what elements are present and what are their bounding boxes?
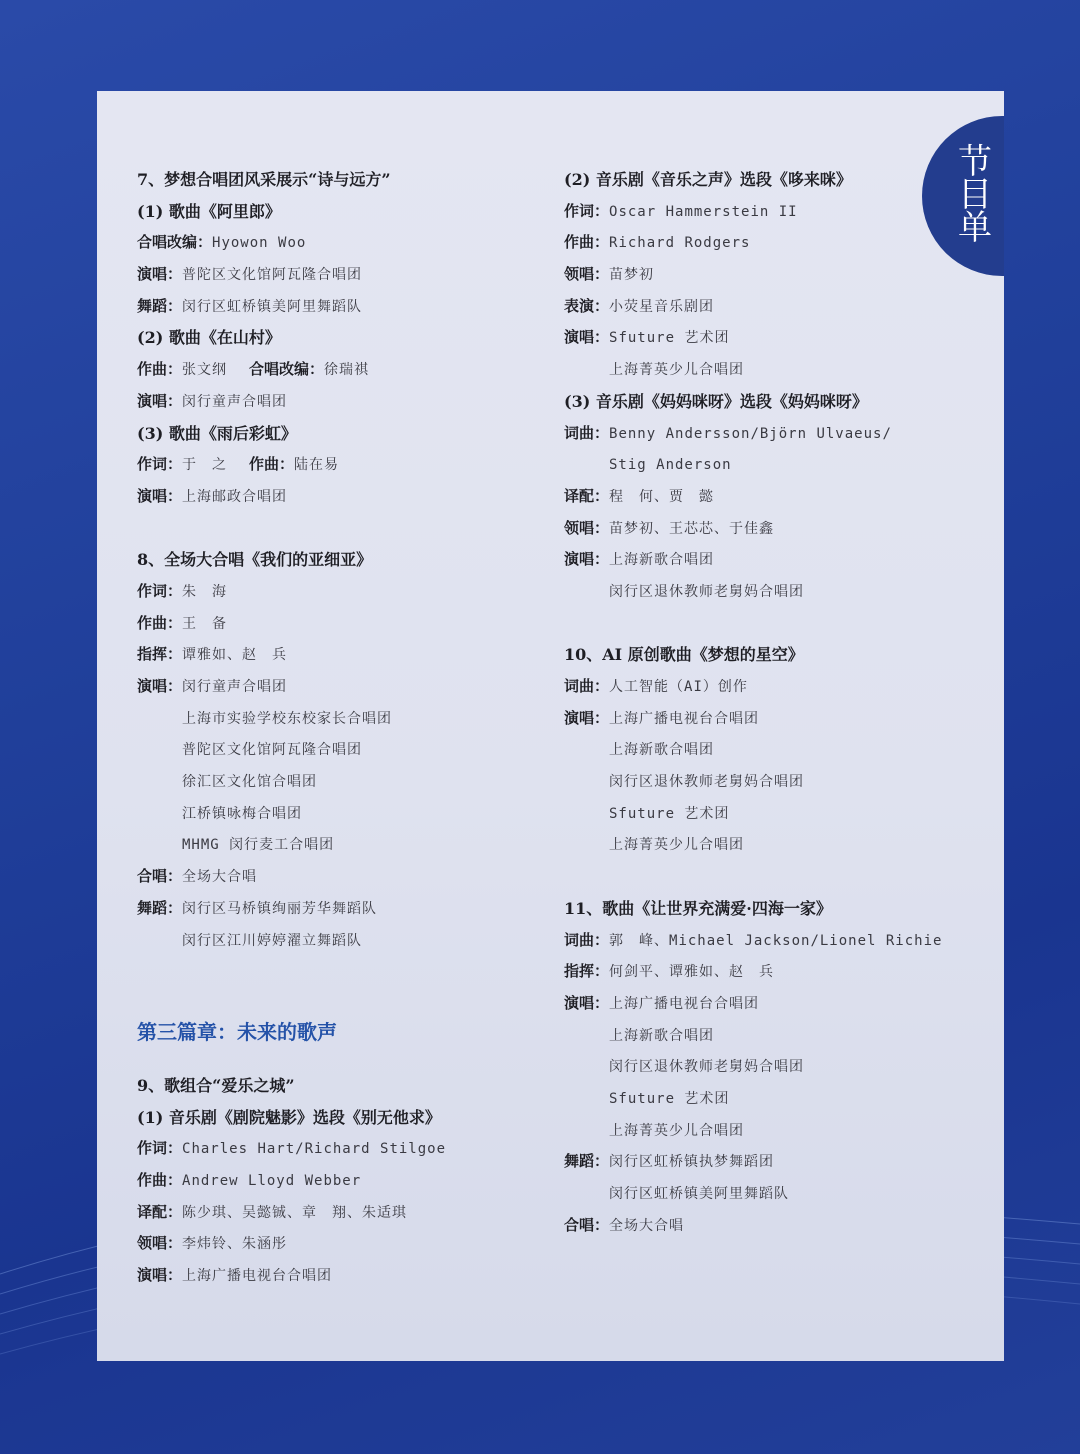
credit-row: 作词：于 之 作曲：陆在易: [137, 455, 340, 474]
chapter-3-heading: 第三篇章：未来的歌声: [137, 1019, 337, 1044]
credit-row: 闵行区江川婷婷濯立舞蹈队: [182, 932, 362, 949]
credit-row: 舞蹈：闵行区虹桥镇执梦舞蹈团: [564, 1152, 775, 1171]
credit-row: 闵行区退休教师老舅妈合唱团: [609, 774, 804, 791]
credit-row: 上海菁英少儿合唱团: [609, 362, 744, 379]
item-9-2-title: (2) 音乐剧《音乐之声》选段《哆来咪》: [564, 170, 852, 189]
credit-row: 领唱：苗梦初: [564, 265, 655, 284]
credit-row: 舞蹈：闵行区马桥镇绚丽芳华舞蹈队: [137, 898, 378, 917]
credit-row: Sfuture 艺术团: [609, 1090, 730, 1107]
credit-row: 词曲：人工智能（AI）创作: [564, 677, 748, 695]
credit-row: 译配：程 何、贾 懿: [564, 486, 715, 505]
credit-row: 合唱：全场大合唱: [137, 867, 258, 886]
credit-row: 演唱：上海广播电视台合唱团: [564, 708, 760, 727]
credit-row: 作曲：王 备: [137, 613, 228, 632]
credit-row: 演唱：闵行童声合唱团: [137, 677, 288, 695]
item-9-1-title: (1) 音乐剧《剧院魅影》选段《别无他求》: [137, 1107, 441, 1127]
item-9-title: 9、歌组合“爱乐之城”: [137, 1075, 295, 1095]
item-7-3-title: (3) 歌曲《雨后彩虹》: [137, 423, 297, 443]
item-8-title: 8、全场大合唱《我们的亚细亚》: [137, 550, 373, 570]
right-column: [564, 164, 964, 1241]
item-11-title: 11、歌曲《让世界充满爱·四海一家》: [564, 898, 832, 918]
credit-row: Stig Anderson: [609, 457, 732, 474]
credit-row: 上海菁英少儿合唱团: [609, 837, 744, 854]
credit-row: 作曲：Andrew Lloyd Webber: [137, 1170, 362, 1189]
credit-row: 普陀区文化馆阿瓦隆合唱团: [182, 742, 362, 759]
credit-row: 作曲：Richard Rodgers: [564, 233, 751, 252]
credit-row: 作词：朱 海: [137, 581, 228, 600]
credit-row: 作词：Oscar Hammerstein II: [564, 201, 798, 220]
credit-row: 上海菁英少儿合唱团: [609, 1122, 744, 1139]
credit-row: Sfuture 艺术团: [609, 805, 730, 822]
credit-row: 演唱：上海新歌合唱团: [564, 550, 715, 569]
credit-row: 演唱：普陀区文化馆阿瓦隆合唱团: [137, 265, 363, 284]
credit-row: 词曲：Benny Andersson/Björn Ulvaeus/: [564, 423, 892, 442]
credit-row: MHMG 闵行麦工合唱团: [182, 837, 335, 854]
item-7-1-title: (1) 歌曲《阿里郎》: [137, 201, 281, 221]
credit-row: 演唱：上海广播电视台合唱团: [137, 1266, 333, 1284]
credit-row: 闵行区虹桥镇美阿里舞蹈队: [609, 1186, 789, 1202]
credit-row: 指挥：何剑平、谭雅如、赵 兵: [564, 962, 775, 981]
credit-row: 江桥镇咏梅合唱团: [182, 805, 302, 822]
credit-row: 舞蹈：闵行区虹桥镇美阿里舞蹈队: [137, 296, 363, 315]
credit-row: 上海市实验学校东校家长合唱团: [182, 710, 392, 727]
item-7-title: 7、梦想合唱团风采展示“诗与远方”: [137, 170, 391, 189]
item-9-3-title: (3) 音乐剧《妈妈咪呀》选段《妈妈咪呀》: [564, 391, 868, 411]
credit-row: 领唱：苗梦初、王芯芯、于佳鑫: [564, 518, 775, 537]
credit-row: 闵行区退休教师老舅妈合唱团: [609, 1059, 804, 1076]
credit-row: 上海新歌合唱团: [609, 1027, 714, 1044]
badge-label: 节目单: [958, 142, 992, 248]
credit-row: 上海新歌合唱团: [609, 742, 714, 759]
credit-row: 表演：小荧星音乐剧团: [564, 296, 715, 315]
credit-row: 词曲：郭 峰、Michael Jackson/Lionel Richie: [564, 930, 943, 949]
credit-row: 指挥：谭雅如、赵 兵: [137, 645, 288, 664]
credit-row: 演唱：上海广播电视台合唱团: [564, 993, 760, 1012]
credit-row: 作曲：张文纲 合唱改编：徐瑞祺: [137, 360, 370, 379]
credit-row: 领唱：李炜铃、朱涵彤: [137, 1234, 288, 1253]
credit-row: 徐汇区文化馆合唱团: [182, 774, 317, 791]
credit-row: 演唱：闵行童声合唱团: [137, 391, 288, 410]
credit-row: 译配：陈少琪、吴懿铖、章 翔、朱适琪: [137, 1202, 408, 1221]
item-10-title: 10、AI 原创歌曲《梦想的星空》: [564, 645, 804, 665]
credit-row: 作词：Charles Hart/Richard Stilgoe: [137, 1139, 447, 1158]
credit-row: 演唱：上海邮政合唱团: [137, 486, 288, 505]
credit-row: 演唱：Sfuture 艺术团: [564, 328, 730, 347]
item-7-2-title: (2) 歌曲《在山村》: [137, 328, 281, 348]
left-column: [137, 164, 557, 1292]
program-card: [97, 91, 1004, 1361]
credit-row: 合唱：全场大合唱: [564, 1215, 685, 1234]
credit-row: 闵行区退休教师老舅妈合唱团: [609, 583, 804, 600]
credit-row: 合唱改编：Hyowon Woo: [137, 233, 307, 252]
